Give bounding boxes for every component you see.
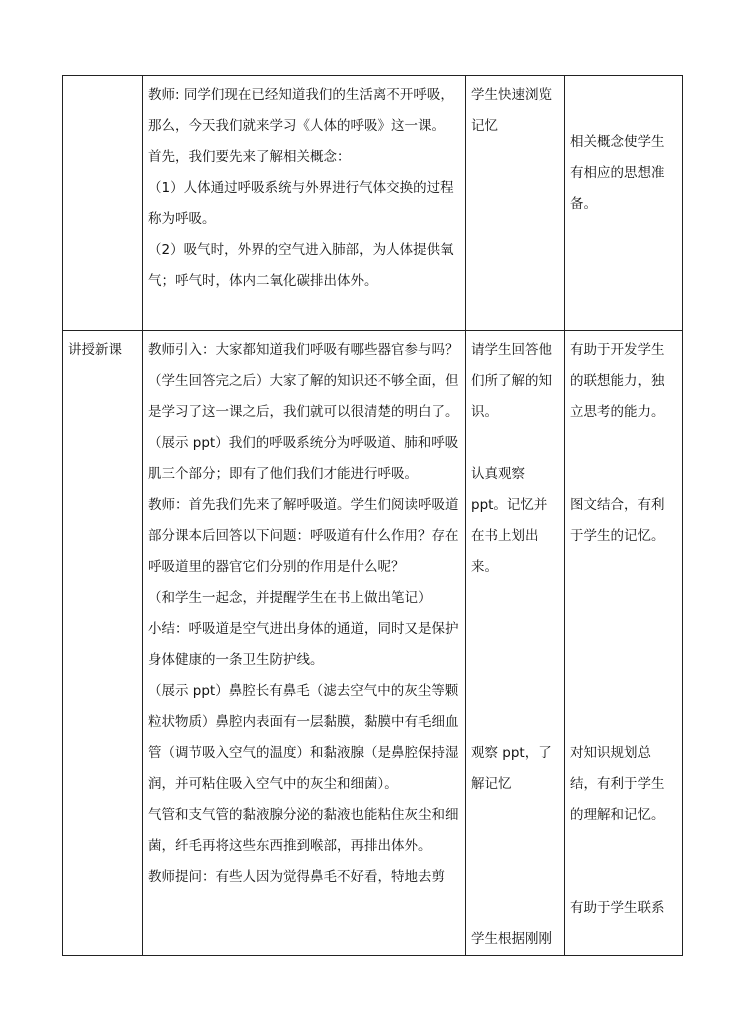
content-paragraph: （展示 ppt）我们的呼吸系统分为呼吸道、肺和呼吸肌三个部分；即有了他们我们才能进行呼吸。 xyxy=(148,435,459,482)
content-paragraph: 教师：首先我们先来了解呼吸道。学生们阅读呼吸道部分课本后回答以下问题：呼吸道有什么作用？存在呼吸道里的器官它们分别的作用是什么呢？ xyxy=(148,497,459,575)
section-cell xyxy=(63,331,143,956)
content-paragraph: 首先，我们要先来了解相关概念： xyxy=(148,149,351,165)
content-cell xyxy=(143,331,466,956)
content-cell xyxy=(143,76,466,331)
content-paragraph: 教师引入：大家都知道我们呼吸有哪些器官参与吗？ xyxy=(148,342,459,358)
student-activity-text: 学生快速浏览记忆 xyxy=(471,87,552,134)
content-paragraph: 教师: 同学们现在已经知道我们的生活离不开呼吸，那么，今天我们就来学习《人体的呼吸》这一课。 xyxy=(148,87,454,134)
content-paragraph: 气管和支气管的黏液腺分泌的黏液也能粘住灰尘和细菌，纤毛再将这些东西推到喉部，再排出体外。 xyxy=(148,807,459,854)
purpose-text: 相关概念使学生有相应的思想准备。 xyxy=(570,134,665,212)
section-cell xyxy=(63,76,143,331)
content-paragraph: 小结：呼吸道是空气进出身体的通道，同时又是保护身体健康的一条卫生防护线。 xyxy=(148,621,459,668)
content-paragraph: 教师提问：有些人因为觉得鼻毛不好看，特地去剪 xyxy=(148,869,445,885)
student-activity-cell xyxy=(466,76,565,331)
lesson-plan-table xyxy=(62,75,683,956)
purpose-cell xyxy=(565,331,683,956)
purpose-text: 对知识规划总结，有利于学生的理解和记忆。 xyxy=(570,745,665,823)
purpose-cell xyxy=(565,76,683,331)
content-paragraph: （学生回答完之后）大家了解的知识还不够全面，但是学习了这一课之后，我们就可以很清楚的明白了。 xyxy=(148,373,459,420)
student-activity-text: 观察 ppt，了解记忆 xyxy=(471,745,552,792)
content-paragraph: （1）人体通过呼吸系统与外界进行气体交换的过程称为呼吸。 xyxy=(148,180,454,227)
content-paragraph: （2）吸气时，外界的空气进入肺部，为人体提供氧气；呼气时，体内二氧化碳排出体外。 xyxy=(148,242,454,289)
table-row xyxy=(63,331,683,956)
section-label: 讲授新课 xyxy=(68,342,122,358)
student-activity-cell xyxy=(466,331,565,956)
student-activity-text: 请学生回答他们所了解的知识。 xyxy=(471,342,552,420)
purpose-text: 有助于学生联系 xyxy=(570,900,665,916)
content-paragraph: （展示 ppt）鼻腔长有鼻毛（滤去空气中的灰尘等颗粒状物质）鼻腔内表面有一层黏膜，黏膜中有毛细血管（调节吸入空气的温度）和黏液腺（是鼻腔保持湿润，并可粘住吸入空气中的灰尘和细菌）。 xyxy=(148,683,459,792)
student-activity-text: 认真观察ppt。记忆并在书上划出来。 xyxy=(471,466,548,575)
table-row xyxy=(63,76,683,331)
content-paragraph: （和学生一起念，并提醒学生在书上做出笔记） xyxy=(148,590,432,606)
student-activity-text: 学生根据刚刚 xyxy=(471,931,552,947)
purpose-text: 有助于开发学生的联想能力，独立思考的能力。 xyxy=(570,342,665,420)
purpose-text: 图文结合，有利于学生的记忆。 xyxy=(570,497,665,544)
